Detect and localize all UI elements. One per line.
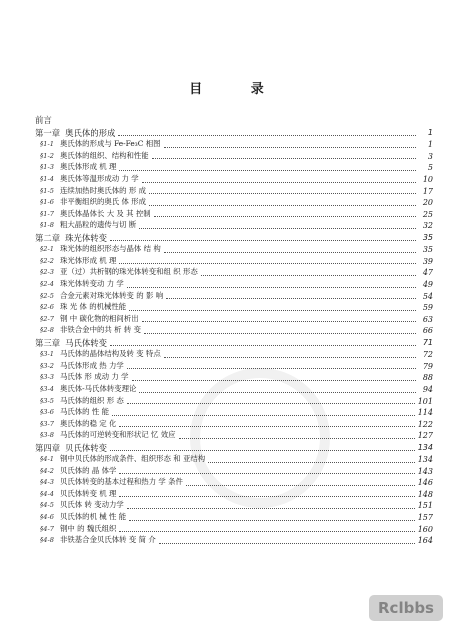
page-number: 49 — [422, 280, 433, 289]
page-number: 114 — [417, 408, 433, 418]
dot-leader — [110, 344, 416, 346]
section-number: §1-6 — [40, 198, 54, 207]
page-number: 134 — [417, 455, 433, 465]
section-number: §4-2 — [40, 466, 54, 475]
entry-title: 奥氏体等温形成动 力 学 — [60, 174, 139, 184]
entry-title: 马氏体 形 成动 力 学 — [60, 372, 129, 382]
entry-title: 马氏体的可逆转变和形状记 忆 效应 — [60, 430, 176, 440]
section-number: §3-5 — [40, 396, 54, 405]
entry-title: 贝氏体 转 变动力学 — [60, 500, 124, 510]
entry-title: 珠光体的组织形态与晶体 结 构 — [60, 244, 161, 254]
page-number: 35 — [422, 245, 433, 255]
section-number: §3-2 — [40, 361, 54, 370]
section-number: §2-4 — [40, 280, 54, 288]
toc-section-row — [35, 325, 433, 337]
dot-leader — [127, 367, 416, 369]
section-number: §1-4 — [40, 175, 54, 184]
entry-title: 非铁合金中的共 析 转 变 — [60, 325, 141, 335]
dot-leader — [119, 530, 414, 532]
page-number: 39 — [422, 256, 433, 266]
page-number: 66 — [422, 326, 433, 336]
table-of-contents — [35, 115, 433, 547]
toc-section-row — [35, 535, 433, 547]
dot-leader — [152, 157, 416, 159]
entry-title: 马氏体转变 — [65, 337, 107, 348]
section-number: §1-5 — [40, 186, 54, 195]
toc-entry-label — [40, 534, 156, 547]
dot-leader — [129, 519, 415, 521]
page-number: 71 — [422, 337, 433, 347]
section-number: §4-8 — [40, 536, 54, 545]
section-number: §4-6 — [40, 513, 54, 522]
dot-leader — [127, 507, 415, 509]
page-number: 17 — [422, 186, 433, 196]
entry-title: 珠光体转变 — [65, 233, 107, 244]
dot-leader — [142, 320, 416, 322]
section-number: §2-7 — [40, 314, 54, 323]
entry-title: 马氏体的组织 形 态 — [60, 395, 124, 405]
dot-leader — [119, 472, 414, 474]
section-number: §3-4 — [40, 384, 54, 393]
dot-leader — [119, 169, 416, 171]
entry-title: 奥氏体形成 机 理 — [60, 162, 117, 172]
section-number: §4-3 — [40, 478, 54, 487]
section-number: §1-1 — [40, 140, 54, 149]
page-number: 5 — [427, 163, 433, 173]
page-number: 160 — [417, 524, 433, 534]
dot-leader — [201, 274, 416, 276]
dot-leader — [149, 192, 416, 194]
section-number: §3-1 — [40, 350, 54, 359]
dot-leader — [179, 437, 415, 439]
entry-title: 贝氏体的机 械 性 能 — [60, 512, 127, 522]
entry-title: 马氏体的 性 能 — [60, 407, 110, 417]
dot-leader — [164, 146, 416, 148]
dot-leader — [110, 239, 416, 241]
section-number: §2-6 — [40, 303, 54, 312]
page-number: 32 — [422, 221, 433, 231]
dot-leader — [164, 251, 416, 253]
entry-title: 奥氏体的稳 定 化 — [60, 418, 117, 428]
chapter-number: 第三章 — [35, 337, 61, 348]
section-number: §2-3 — [40, 268, 54, 277]
toc-entry-label — [40, 219, 136, 232]
dot-leader — [112, 414, 415, 416]
page-number: 94 — [422, 384, 433, 394]
section-number: §4-5 — [40, 501, 54, 510]
entry-title: 珠 光 体 的机械性能 — [60, 302, 127, 312]
page-number: 127 — [417, 431, 433, 441]
page-number: 35 — [422, 233, 433, 243]
section-number: §4-7 — [40, 524, 54, 533]
dot-leader — [119, 425, 414, 427]
dot-leader — [139, 391, 416, 393]
entry-title: 非铁基合金贝氏体转 变 简 介 — [60, 535, 156, 545]
section-number: §2-2 — [40, 256, 54, 265]
page-number: 54 — [422, 291, 433, 301]
section-number: §2-1 — [40, 245, 54, 254]
section-number: §2-5 — [40, 291, 54, 300]
entry-title: 贝氏体的 晶 体学 — [60, 465, 117, 475]
entry-title: 奥氏体的形成 — [65, 128, 116, 139]
toc-entry-label — [40, 324, 141, 337]
toc-section-row — [35, 430, 433, 442]
page-number: 1 — [427, 128, 433, 138]
section-number: §3-3 — [40, 373, 54, 382]
page-title: 目 录 — [189, 82, 286, 97]
page-number: 25 — [422, 209, 433, 219]
page-number: 79 — [422, 361, 433, 371]
entry-title: 合金元素对珠光体转变 的 影 响 — [60, 290, 164, 300]
dot-leader — [118, 134, 416, 136]
dot-leader — [127, 402, 415, 404]
dot-leader — [159, 542, 415, 544]
entry-title: 奥氏体的形成与 Fe-Fe₃C 相图 — [60, 139, 161, 149]
entry-title: 非平衡组织的奥氏 体 形成 — [60, 197, 146, 207]
dot-leader — [127, 286, 416, 288]
site-watermark-logo: Rclbbs — [369, 595, 443, 621]
section-number: §1-7 — [40, 209, 54, 218]
dot-leader — [119, 495, 414, 497]
page-number: 148 — [417, 489, 433, 499]
entry-title: 钢中 的 魏氏组织 — [60, 523, 117, 533]
section-number: §3-6 — [40, 408, 54, 417]
dot-leader — [129, 309, 416, 311]
page-number: 151 — [417, 501, 433, 511]
toc-entry-label — [35, 115, 52, 127]
dot-leader — [142, 181, 416, 183]
entry-title: 贝氏体转变 机 理 — [60, 488, 117, 498]
dot-leader — [144, 332, 416, 334]
page-number: 20 — [422, 198, 433, 208]
section-number: §2-8 — [40, 326, 54, 335]
page-number: 146 — [417, 478, 433, 488]
entry-title: 珠光体转变动 力 学 — [60, 279, 124, 288]
dot-leader — [132, 379, 416, 381]
dot-leader — [164, 356, 416, 358]
entry-title: 粗大晶粒的遗传与切 断 — [60, 220, 137, 230]
page-number: 1 — [427, 140, 433, 150]
entry-title: 马氏体形成 热 力学 — [60, 360, 124, 370]
chapter-number: 第二章 — [35, 233, 61, 244]
entry-title: 钢 中 碳化物的相间析出 — [60, 313, 139, 323]
entry-title: 贝氏体转变的基本过程和热力 学 条件 — [60, 477, 183, 487]
page-number: 3 — [427, 151, 433, 161]
toc-preface-row — [35, 115, 433, 127]
section-number: §4-4 — [40, 489, 54, 498]
toc-entry-label — [40, 429, 176, 442]
page-number: 47 — [422, 268, 433, 278]
page-number: 157 — [417, 513, 433, 523]
dot-leader — [154, 215, 416, 217]
section-number: §3-7 — [40, 419, 54, 428]
chapter-number: 第四章 — [35, 442, 61, 453]
page-number: 164 — [417, 536, 433, 546]
dot-leader — [166, 297, 416, 299]
dot-leader — [110, 449, 415, 451]
entry-title: 钢中贝氏体的形成条件、组织形态 和 亚结构 — [60, 454, 206, 464]
page-number: 134 — [417, 442, 433, 452]
dot-leader — [119, 262, 416, 264]
page-number: 143 — [417, 466, 433, 476]
page-number: 101 — [417, 396, 433, 406]
page-number: 88 — [422, 373, 433, 383]
page-number: 122 — [417, 419, 433, 429]
page-number: 59 — [422, 303, 433, 313]
chapter-number: 第一章 — [35, 128, 61, 139]
section-number: §3-8 — [40, 431, 54, 440]
dot-leader — [139, 227, 416, 229]
dot-leader — [186, 484, 415, 486]
page-number: 63 — [422, 314, 433, 324]
page-number: 10 — [422, 175, 433, 185]
dot-leader — [208, 461, 415, 463]
entry-title: 马氏体的晶体结构及转 变 特点 — [60, 349, 161, 359]
section-number: §4-1 — [40, 455, 54, 464]
entry-title: 连续加热时奥氏体的 形 成 — [60, 185, 146, 195]
toc-section-row — [35, 220, 433, 232]
entry-title: 贝氏体转变 — [65, 442, 107, 453]
dot-leader — [149, 204, 416, 206]
section-number: §1-2 — [40, 151, 54, 160]
entry-title: 奥氏体的组织、结构和性能 — [60, 150, 149, 160]
page-number: 72 — [422, 350, 433, 360]
entry-title: 奥氏体-马氏体转变理论 — [60, 383, 137, 393]
entry-title: 亚（过）共析钢的珠光体转变和组 织 形态 — [60, 267, 198, 277]
section-number: §1-3 — [40, 163, 54, 172]
entry-title: 奥氏体晶体长 大 及 其 控制 — [60, 208, 151, 218]
section-number: §1-8 — [40, 221, 54, 230]
entry-title: 珠光体形成 机 理 — [60, 255, 117, 265]
entry-title: 前言 — [35, 115, 52, 125]
